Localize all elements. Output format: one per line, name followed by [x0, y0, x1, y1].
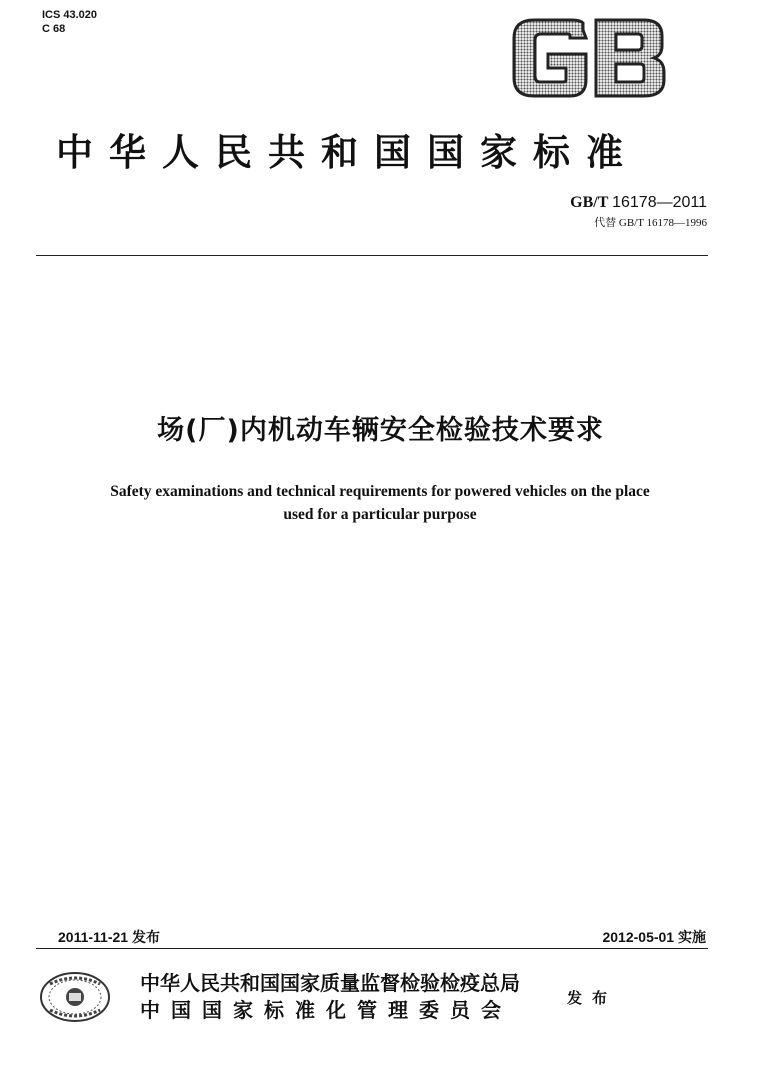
english-title-line-1: Safety examinations and technical requirements for powered vehicles on the place	[110, 483, 650, 500]
document-title-chinese: 场(厂)内机动车辆安全检验技术要求	[157, 415, 604, 446]
implementation-date: 2012-05-01 实施	[602, 929, 706, 945]
top-divider	[36, 255, 708, 256]
gb-logo	[508, 18, 668, 98]
publish-label: 发布	[567, 989, 618, 1007]
replaces-standard: 代替 GB/T 16178—1996	[594, 217, 707, 229]
standard-code	[570, 194, 707, 212]
issuer-sac: 中国国家标准化管理委员会	[140, 998, 512, 1022]
bottom-divider	[36, 948, 708, 949]
standard-number: 16178—2011	[612, 194, 707, 211]
document-title-english	[30, 480, 730, 526]
issuer-aqsiq: 中华人民共和国国家质量监督检验检疫总局	[140, 971, 520, 995]
issue-date: 2011-11-21 发布	[58, 929, 160, 945]
official-seal-icon	[36, 970, 114, 1024]
standard-number-block	[570, 194, 707, 230]
ics-code: ICS 43.020	[42, 9, 98, 21]
classification-codes	[42, 8, 97, 36]
ccs-code: C 68	[42, 23, 66, 35]
english-title-line-2: used for a particular purpose	[283, 506, 477, 523]
standard-prefix: GB/T	[570, 194, 609, 211]
issuing-authorities	[140, 970, 520, 1024]
national-standard-title: 中华人民共和国国家标准	[56, 131, 639, 174]
